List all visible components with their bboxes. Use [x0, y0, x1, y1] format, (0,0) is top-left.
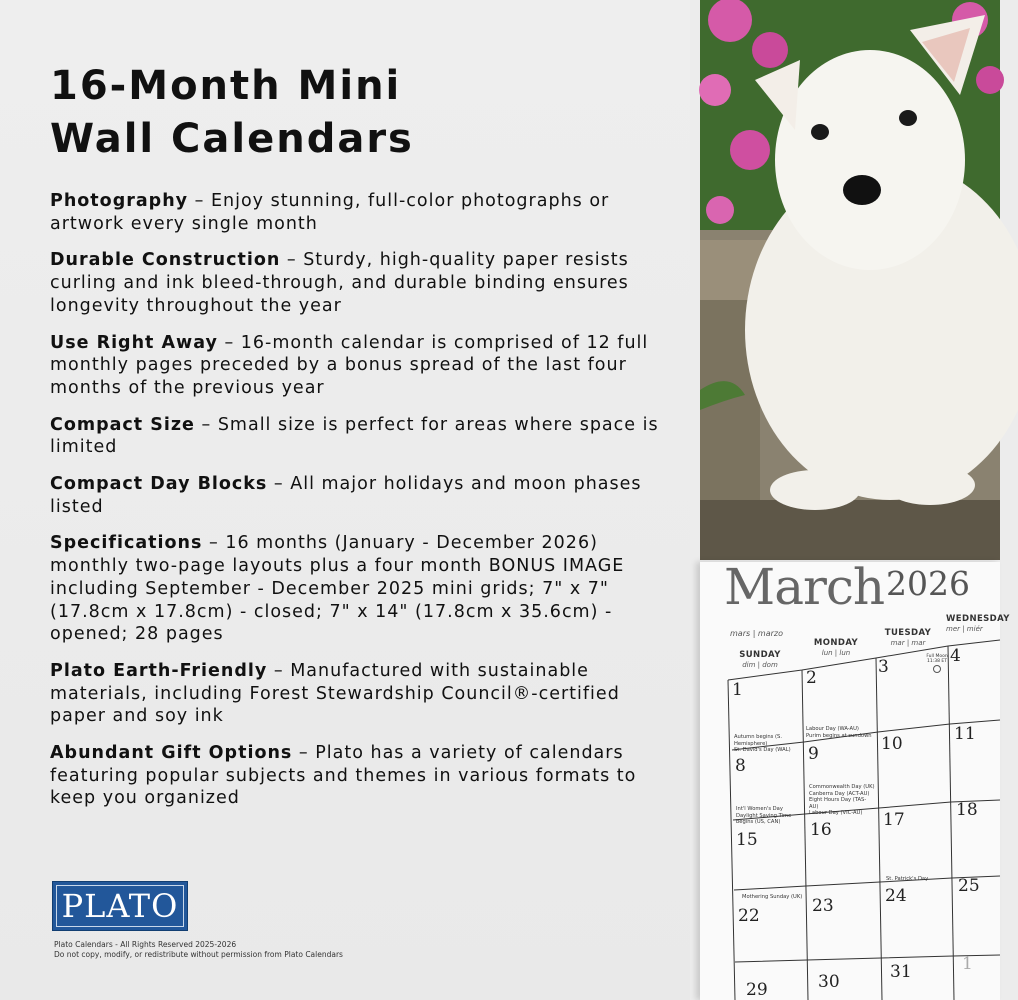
day-name: SUNDAY	[739, 650, 781, 660]
feature-text: – 16-month calendar is comprised of 12 full monthly pages preceded by a bonus spread of the last four months of the previous year	[50, 332, 649, 398]
full-moon-icon	[933, 665, 941, 673]
feature-compact-size	[50, 414, 670, 459]
feature-gift-options	[50, 742, 670, 810]
calendar-month-alt: mars | marzo	[730, 629, 784, 638]
page-title	[50, 60, 414, 166]
date-8: 8	[735, 756, 746, 776]
calendar-grid	[700, 562, 1000, 1000]
footer-line-2: Do not copy, modify, or redistribute without permission from Plato Calendars	[54, 950, 343, 959]
copyright-footer	[54, 940, 343, 960]
calendar-year: 2026	[886, 564, 970, 603]
holiday-list-9	[809, 784, 875, 817]
date-17: 17	[883, 810, 905, 830]
day-alt: mar | mar	[890, 639, 926, 647]
date-4: 4	[950, 646, 961, 666]
date-15: 15	[736, 830, 758, 850]
day-alt: lun | lun	[821, 649, 851, 657]
date-10: 10	[881, 734, 903, 754]
feature-text: – Enjoy stunning, full-color photographs or artwork every single month	[50, 191, 610, 234]
feature-durable-construction	[50, 249, 670, 317]
feature-text: – 16 months (January - December 2026) monthly two-page layouts plus a four month BONUS IMAGE including September - December 2025 mini grids; 7" x 7" (17.8cm x 17.8cm) - closed; 7" x 14" (17.8cm x 35.6cm) - opened; 28 pages	[50, 533, 625, 645]
feature-photography	[50, 190, 670, 235]
holiday-labour-wa: Labour Day (WA-AU)	[806, 726, 859, 732]
holiday-list-1	[734, 734, 800, 754]
feature-label: Plato Earth-Friendly	[50, 660, 268, 681]
date-2: 2	[806, 668, 817, 688]
feature-label: Compact Day Blocks	[50, 474, 268, 495]
feature-label: Abundant Gift Options	[50, 743, 293, 764]
day-name: MONDAY	[813, 638, 859, 648]
logo-text: PLATO	[61, 887, 179, 925]
holiday-list-15	[742, 894, 808, 901]
calendar-month: March	[724, 558, 885, 616]
holiday-list-17	[886, 876, 952, 883]
full-moon	[924, 654, 950, 673]
date-next-1: 1	[962, 954, 973, 974]
feature-use-right-away	[50, 332, 670, 400]
puppy-image	[700, 0, 1000, 560]
holiday-womens-day: Int'l Women's Day	[736, 806, 783, 812]
day-name: TUESDAY	[884, 628, 932, 638]
feature-label: Durable Construction	[50, 250, 281, 271]
feature-text: – Manufactured with sustainable materials, including Forest Stewardship Council®-certified paper and soy ink	[50, 660, 620, 727]
date-31: 31	[890, 962, 912, 982]
date-9: 9	[808, 744, 819, 764]
feature-earth-friendly	[50, 660, 670, 728]
plato-logo	[52, 881, 188, 931]
holiday-dst: Daylight Saving Time begins (US, CAN)	[736, 812, 792, 826]
date-16: 16	[810, 820, 832, 840]
feature-text: – Sturdy, high-quality paper resists curling and ink bleed-through, and durable binding ensures longevity throughout the year	[50, 250, 629, 316]
holiday-st-davids: St. David's Day (WAL)	[734, 747, 791, 754]
feature-label: Use Right Away	[50, 332, 218, 353]
date-25: 25	[958, 876, 980, 896]
day-name: WEDNESDAY	[946, 614, 1010, 624]
day-alt: mer | miér	[946, 625, 983, 633]
holiday-purim: Purim begins at sundown	[806, 732, 872, 739]
holiday-autumn: Autumn begins (S. Hemisphere)	[734, 734, 782, 747]
date-22: 22	[738, 906, 760, 926]
feature-text: – Plato has a variety of calendars featuring popular subjects and themes in various formats to keep you organized	[50, 743, 637, 809]
date-18: 18	[956, 800, 978, 820]
holiday-st-patricks: St. Patrick's Day	[886, 876, 929, 882]
holiday-list-8	[736, 806, 802, 826]
feature-label: Compact Size	[50, 414, 195, 435]
holiday-eight-hours: Eight Hours Day (TAS-AU)	[809, 797, 867, 810]
date-23: 23	[812, 896, 834, 916]
title-line-1: 16-Month Mini	[50, 63, 402, 109]
date-1: 1	[732, 680, 743, 700]
calendar-page	[700, 558, 1010, 1000]
feature-compact-day-blocks	[50, 473, 670, 518]
feature-label: Photography	[50, 191, 189, 211]
holiday-list-2	[806, 726, 872, 739]
moon-label: Full Moon 11:38 ET	[926, 654, 948, 664]
holiday-canberra: Canberra Day (ACT-AU)	[809, 790, 870, 797]
feature-text: – All major holidays and moon phases listed	[50, 474, 642, 517]
date-29: 29	[746, 980, 768, 1000]
feature-text: – Small size is perfect for areas where space is limited	[50, 414, 659, 458]
date-11: 11	[954, 724, 976, 744]
holiday-commonwealth: Commonwealth Day (UK)	[809, 784, 875, 790]
day-alt: dim | dom	[742, 661, 778, 669]
holiday-mothering-sunday: Mothering Sunday (UK)	[742, 894, 803, 900]
title-line-2: Wall Calendars	[50, 116, 414, 162]
date-30: 30	[818, 972, 840, 992]
date-3: 3	[878, 657, 889, 677]
date-24: 24	[885, 886, 907, 906]
puppy-photo	[700, 0, 1000, 560]
footer-line-1: Plato Calendars - All Rights Reserved 2025-2026	[54, 940, 237, 949]
feature-label: Specifications	[50, 533, 203, 554]
holiday-labour-vic: Labour Day (VIC-AU)	[809, 810, 863, 817]
feature-specifications	[50, 532, 670, 646]
feature-list	[50, 190, 670, 824]
